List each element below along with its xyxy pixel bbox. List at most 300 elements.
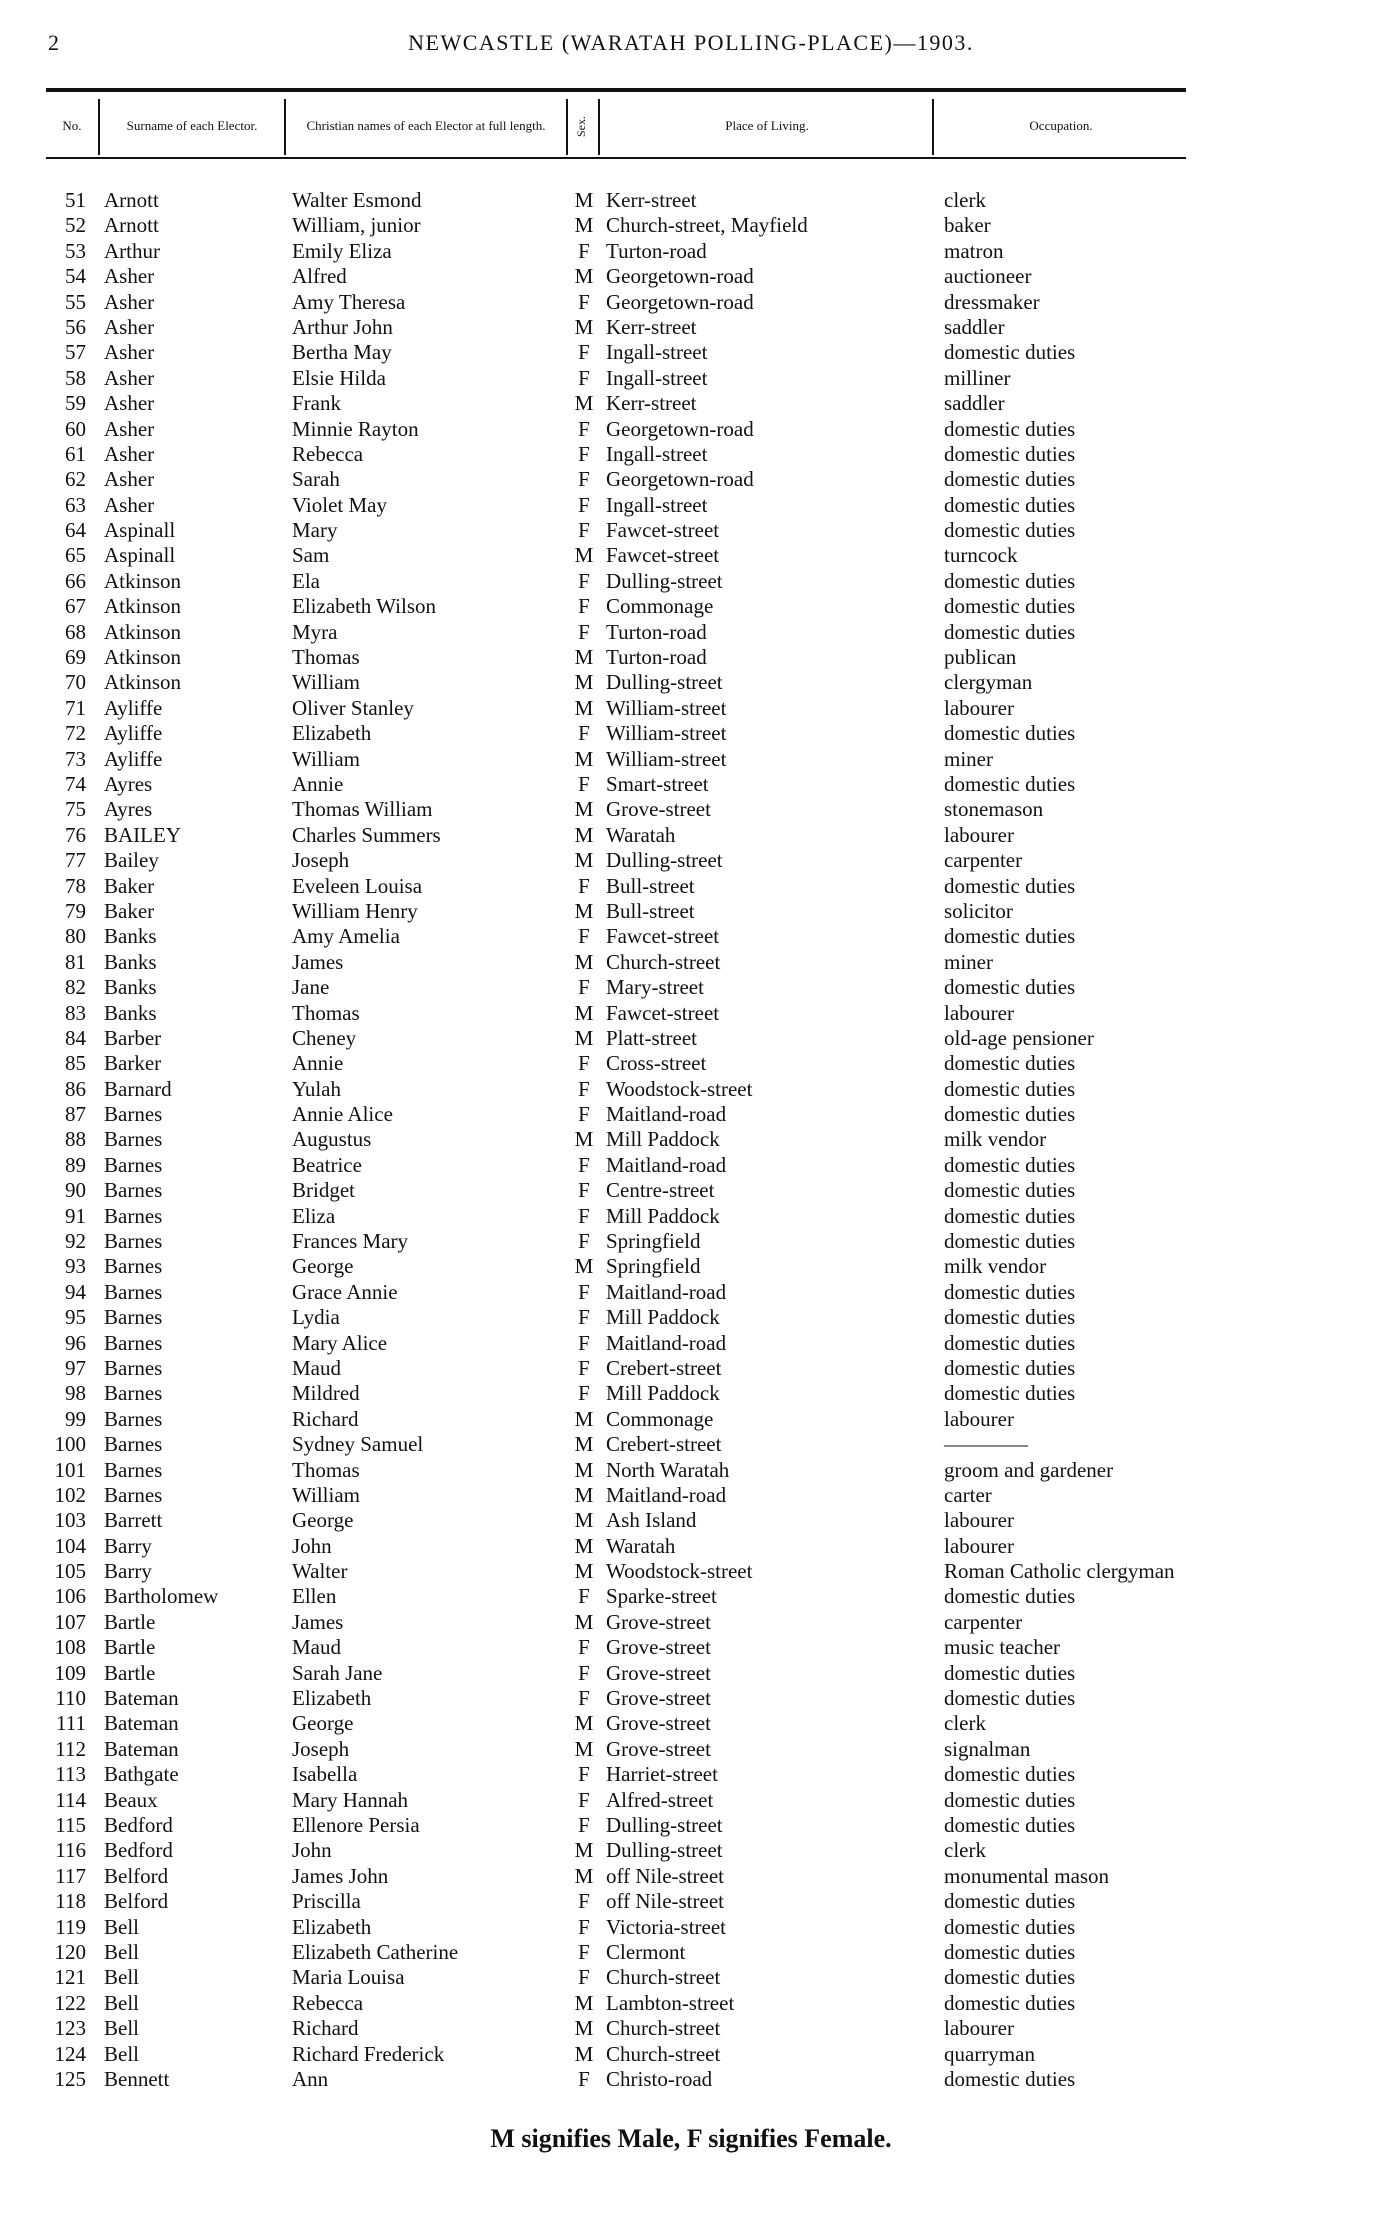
elector-sex: F	[578, 1279, 590, 1304]
header-divider	[98, 99, 100, 155]
elector-number: 97	[65, 1355, 86, 1380]
elector-occupation: groom and gardener	[944, 1457, 1114, 1482]
elector-surname: Asher	[104, 365, 155, 390]
elector-occupation: clergyman	[944, 670, 1033, 695]
elector-surname: Asher	[104, 264, 155, 289]
table-row	[0, 1508, 1382, 1533]
elector-occupation: quarryman	[944, 2041, 1035, 2066]
elector-christian-names: Bridget	[292, 1178, 355, 1203]
elector-christian-names: Annie	[292, 771, 344, 796]
elector-sex: M	[574, 1025, 594, 1050]
elector-place-of-living: Woodstock-street	[606, 1559, 753, 1584]
elector-christian-names: Ellen	[292, 1584, 337, 1609]
elector-sex: M	[574, 188, 594, 212]
elector-place-of-living: Grove-street	[606, 1635, 711, 1660]
elector-number: 78	[65, 873, 86, 898]
elector-place-of-living: William-street	[606, 695, 727, 720]
elector-place-of-living: Grove-street	[606, 1660, 711, 1685]
elector-surname: Barnes	[104, 1279, 163, 1304]
elector-christian-names: Augustus	[292, 1127, 372, 1152]
elector-surname: Ayres	[104, 797, 153, 822]
elector-sex: F	[578, 1686, 590, 1711]
elector-surname: Bennett	[104, 2066, 170, 2091]
elector-occupation: domestic duties	[944, 721, 1076, 746]
elector-christian-names: Amy Theresa	[292, 289, 406, 314]
elector-occupation: clerk	[944, 1838, 986, 1863]
header-sex	[566, 95, 596, 157]
elector-number: 115	[55, 1813, 86, 1837]
elector-number: 93	[65, 1254, 86, 1279]
elector-sex: F	[578, 975, 590, 1000]
elector-surname: Arnott	[104, 213, 159, 238]
elector-sex: F	[578, 416, 590, 441]
elector-sex: M	[574, 1838, 594, 1863]
elector-christian-names: William, junior	[292, 213, 421, 238]
table-row	[0, 772, 1382, 797]
elector-sex: M	[574, 822, 594, 847]
elector-surname: Barker	[104, 1051, 162, 1076]
elector-sex: F	[578, 238, 590, 263]
elector-sex: F	[578, 873, 590, 898]
elector-number: 57	[65, 340, 86, 365]
elector-sex: M	[574, 264, 594, 289]
elector-christian-names: Violet May	[292, 492, 387, 517]
elector-number: 70	[65, 670, 86, 695]
table-row	[0, 1864, 1382, 1889]
header-rule-bottom	[46, 157, 1186, 159]
elector-christian-names: Arthur John	[292, 314, 393, 339]
elector-place-of-living: Fawcet-street	[606, 924, 720, 949]
elector-occupation: domestic duties	[944, 924, 1076, 949]
elector-number: 109	[54, 1660, 86, 1685]
elector-sex: M	[574, 1482, 594, 1507]
elector-number: 63	[65, 492, 86, 517]
header-divider	[932, 99, 934, 155]
elector-surname: Ayliffe	[104, 746, 163, 771]
table-row	[0, 2042, 1382, 2067]
table-row	[0, 1788, 1382, 1813]
elector-occupation: baker	[944, 213, 991, 238]
elector-number: 118	[55, 1889, 86, 1914]
elector-sex: M	[574, 1863, 594, 1888]
elector-place-of-living: Bull-street	[606, 873, 695, 898]
elector-surname: Barnes	[104, 1457, 163, 1482]
elector-number: 55	[65, 289, 86, 314]
table-row	[0, 366, 1382, 391]
elector-surname: Barnes	[104, 1305, 163, 1330]
elector-place-of-living: Alfred-street	[606, 1787, 714, 1812]
elector-occupation: domestic duties	[944, 1990, 1076, 2015]
elector-sex: F	[578, 1660, 590, 1685]
elector-sex: F	[578, 1305, 590, 1330]
table-row	[0, 1940, 1382, 1965]
elector-sex: F	[578, 771, 590, 796]
elector-surname: Barry	[104, 1533, 152, 1558]
header-divider	[284, 99, 286, 155]
elector-surname: Barnes	[104, 1203, 163, 1228]
elector-occupation: Roman Catholic clergyman	[944, 1559, 1175, 1584]
elector-sex: M	[574, 1559, 594, 1584]
elector-christian-names: John	[292, 1533, 332, 1558]
elector-number: 80	[65, 924, 86, 949]
elector-christian-names: John	[292, 1838, 332, 1863]
elector-occupation: music teacher	[944, 1635, 1061, 1660]
table-row	[0, 1838, 1382, 1863]
elector-christian-names: James	[292, 1609, 344, 1634]
elector-occupation: dressmaker	[944, 289, 1040, 314]
elector-place-of-living: Church-street	[606, 949, 721, 974]
elector-place-of-living: Georgetown-road	[606, 289, 754, 314]
table-row	[0, 1762, 1382, 1787]
elector-sex: M	[574, 848, 594, 873]
elector-occupation: carpenter	[944, 1609, 1023, 1634]
elector-number: 60	[65, 416, 86, 441]
elector-sex: M	[574, 2041, 594, 2066]
elector-place-of-living: Crebert-street	[606, 1432, 722, 1457]
elector-sex: M	[574, 1432, 594, 1457]
table-row	[0, 950, 1382, 975]
elector-surname: BAILEY	[104, 822, 181, 847]
elector-occupation: turncock	[944, 543, 1018, 568]
elector-surname: Bell	[104, 2041, 139, 2066]
elector-place-of-living: Mill Paddock	[606, 1381, 720, 1406]
table-row	[0, 1331, 1382, 1356]
elector-occupation: domestic duties	[944, 1381, 1076, 1406]
elector-christian-names: Joseph	[292, 1736, 350, 1761]
elector-place-of-living: Fawcet-street	[606, 518, 720, 543]
elector-surname: Bell	[104, 1914, 139, 1939]
table-row	[0, 1458, 1382, 1483]
elector-surname: Bartle	[104, 1660, 156, 1685]
elector-surname: Asher	[104, 467, 155, 492]
table-row	[0, 1432, 1382, 1457]
elector-place-of-living: Grove-street	[606, 1609, 711, 1634]
elector-number: 87	[65, 1102, 86, 1127]
elector-occupation: domestic duties	[944, 1762, 1076, 1787]
elector-occupation: domestic duties	[944, 1330, 1076, 1355]
elector-sex: F	[578, 1051, 590, 1076]
elector-number: 85	[65, 1051, 86, 1076]
elector-occupation: solicitor	[944, 898, 1013, 923]
elector-christian-names: Bertha May	[292, 340, 392, 365]
elector-occupation: clerk	[944, 1711, 986, 1736]
elector-surname: Barnard	[104, 1076, 172, 1101]
elector-sex: M	[574, 1990, 594, 2015]
elector-sex: M	[574, 746, 594, 771]
elector-surname: Baker	[104, 873, 155, 898]
table-row	[0, 315, 1382, 340]
elector-occupation: carter	[944, 1482, 992, 1507]
elector-sex: F	[578, 441, 590, 466]
elector-number: 51	[65, 188, 86, 212]
elector-christian-names: Mary Alice	[292, 1330, 388, 1355]
elector-surname: Bartle	[104, 1635, 156, 1660]
elector-sex: F	[578, 1965, 590, 1990]
elector-christian-names: Elizabeth Catherine	[292, 1939, 459, 1964]
elector-occupation: milk vendor	[944, 1127, 1047, 1152]
elector-place-of-living: Kerr-street	[606, 188, 697, 212]
elector-sex: M	[574, 1000, 594, 1025]
elector-number: 113	[55, 1762, 86, 1787]
elector-sex: F	[578, 1939, 590, 1964]
table-row	[0, 1305, 1382, 1330]
elector-christian-names: Thomas	[292, 1457, 360, 1482]
table-row	[0, 290, 1382, 315]
elector-sex: M	[574, 391, 594, 416]
elector-sex: M	[574, 949, 594, 974]
elector-place-of-living: Smart-street	[606, 771, 709, 796]
page-title: NEWCASTLE (WARATAH POLLING-PLACE)—1903.	[408, 30, 974, 55]
elector-number: 125	[54, 2066, 86, 2091]
table-row	[0, 823, 1382, 848]
elector-occupation: domestic duties	[944, 1914, 1076, 1939]
elector-surname: Asher	[104, 391, 155, 416]
elector-surname: Atkinson	[104, 568, 182, 593]
elector-christian-names: Ann	[292, 2066, 329, 2091]
elector-place-of-living: Mill Paddock	[606, 1305, 720, 1330]
elector-surname: Bathgate	[104, 1762, 179, 1787]
elector-place-of-living: Mill Paddock	[606, 1127, 720, 1152]
elector-christian-names: Mary Hannah	[292, 1787, 409, 1812]
table-row	[0, 493, 1382, 518]
elector-christian-names: Richard	[292, 2016, 359, 2041]
elector-place-of-living: Maitland-road	[606, 1279, 727, 1304]
table-row	[0, 1483, 1382, 1508]
elector-surname: Barnes	[104, 1406, 163, 1431]
elector-christian-names: Frank	[292, 391, 341, 416]
elector-number: 59	[65, 391, 86, 416]
elector-christian-names: James	[292, 949, 344, 974]
elector-sex: M	[574, 898, 594, 923]
elector-occupation: domestic duties	[944, 1355, 1076, 1380]
table-row	[0, 442, 1382, 467]
elector-place-of-living: Bull-street	[606, 898, 695, 923]
header-place: Place of Living.	[725, 118, 809, 133]
table-row	[0, 1381, 1382, 1406]
elector-place-of-living: Turton-road	[606, 645, 707, 670]
table-row	[0, 1635, 1382, 1660]
elector-sex: F	[578, 1152, 590, 1177]
elector-number: 114	[55, 1787, 86, 1812]
elector-number: 71	[65, 695, 86, 720]
elector-number: 96	[65, 1330, 86, 1355]
elector-number: 94	[65, 1279, 86, 1304]
elector-place-of-living: Victoria-street	[606, 1914, 727, 1939]
elector-number: 124	[54, 2041, 86, 2066]
table-row	[0, 1077, 1382, 1102]
table-row	[0, 543, 1382, 568]
elector-number: 75	[65, 797, 86, 822]
page-number: 2	[48, 30, 59, 55]
table-row	[0, 417, 1382, 442]
table-row	[0, 1127, 1382, 1152]
elector-occupation: miner	[944, 746, 993, 771]
table-row	[0, 1889, 1382, 1914]
elector-place-of-living: Platt-street	[606, 1025, 697, 1050]
elector-number: 68	[65, 619, 86, 644]
elector-number: 53	[65, 238, 86, 263]
elector-place-of-living: Church-street	[606, 1965, 721, 1990]
table-row	[0, 1153, 1382, 1178]
elector-number: 110	[55, 1686, 86, 1711]
elector-place-of-living: Cross-street	[606, 1051, 707, 1076]
elector-sex: F	[578, 568, 590, 593]
elector-surname: Banks	[104, 975, 157, 1000]
elector-place-of-living: off Nile-street	[606, 1863, 724, 1888]
elector-number: 121	[54, 1965, 86, 1990]
elector-occupation: domestic duties	[944, 1203, 1076, 1228]
elector-occupation: domestic duties	[944, 1686, 1076, 1711]
elector-sex: M	[574, 314, 594, 339]
elector-christian-names: Joseph	[292, 848, 350, 873]
elector-place-of-living: Sparke-street	[606, 1584, 717, 1609]
elector-christian-names: Charles Summers	[292, 822, 441, 847]
elector-occupation: domestic duties	[944, 518, 1076, 543]
table-row	[0, 1254, 1382, 1279]
elector-surname: Barnes	[104, 1102, 163, 1127]
elector-christian-names: Maud	[292, 1355, 341, 1380]
elector-number: 65	[65, 543, 86, 568]
elector-sex: F	[578, 1813, 590, 1837]
elector-occupation: saddler	[944, 314, 1005, 339]
elector-sex: F	[578, 1102, 590, 1127]
elector-sex: F	[578, 1584, 590, 1609]
header-surname: Surname of each Elector.	[126, 118, 258, 133]
elector-christian-names: Elizabeth	[292, 721, 372, 746]
elector-occupation: domestic duties	[944, 1965, 1076, 1990]
elector-occupation: old-age pensioner	[944, 1025, 1094, 1050]
elector-number: 76	[65, 822, 86, 847]
elector-surname: Atkinson	[104, 619, 182, 644]
elector-number: 111	[56, 1711, 86, 1736]
table-row	[0, 1584, 1382, 1609]
table-row	[0, 594, 1382, 619]
elector-christian-names: Alfred	[292, 264, 347, 289]
elector-place-of-living: Ingall-street	[606, 340, 708, 365]
elector-sex: M	[574, 1254, 594, 1279]
table-row	[0, 1661, 1382, 1686]
elector-number: 117	[55, 1863, 86, 1888]
table-row	[0, 797, 1382, 822]
table-row	[0, 1991, 1382, 2016]
elector-surname: Bedford	[104, 1813, 173, 1837]
elector-christian-names: Beatrice	[292, 1152, 362, 1177]
elector-number: 81	[65, 949, 86, 974]
table-row	[0, 1001, 1382, 1026]
elector-occupation: domestic duties	[944, 492, 1076, 517]
table-row	[0, 1965, 1382, 1990]
elector-christian-names: Eveleen Louisa	[292, 873, 423, 898]
elector-surname: Aspinall	[104, 543, 176, 568]
elector-surname: Bell	[104, 2016, 139, 2041]
elector-christian-names: George	[292, 1254, 354, 1279]
elector-christian-names: Jane	[292, 975, 330, 1000]
elector-sex: M	[574, 1609, 594, 1634]
elector-surname: Bateman	[104, 1711, 179, 1736]
table-row	[0, 1407, 1382, 1432]
elector-place-of-living: Dulling-street	[606, 1813, 723, 1837]
elector-christian-names: Eliza	[292, 1203, 336, 1228]
elector-surname: Atkinson	[104, 594, 182, 619]
elector-christian-names: Annie Alice	[292, 1102, 393, 1127]
elector-christian-names: Maria Louisa	[292, 1965, 405, 1990]
elector-surname: Aspinall	[104, 518, 176, 543]
elector-number: 77	[65, 848, 86, 873]
elector-sex: F	[578, 1203, 590, 1228]
elector-sex: M	[574, 1406, 594, 1431]
elector-sex: F	[578, 1229, 590, 1254]
elector-occupation: signalman	[944, 1736, 1031, 1761]
elector-sex: F	[578, 1787, 590, 1812]
elector-number: 106	[54, 1584, 86, 1609]
elector-sex: F	[578, 1889, 590, 1914]
table-row	[0, 1356, 1382, 1381]
elector-surname: Barnes	[104, 1178, 163, 1203]
elector-occupation: domestic duties	[944, 416, 1076, 441]
elector-number: 69	[65, 645, 86, 670]
elector-place-of-living: North Waratah	[606, 1457, 730, 1482]
header-rule-top	[46, 88, 1186, 92]
elector-number: 103	[54, 1508, 86, 1533]
table-row	[0, 1915, 1382, 1940]
elector-place-of-living: Church-street	[606, 2016, 721, 2041]
elector-place-of-living: Springfield	[606, 1229, 701, 1254]
elector-number: 92	[65, 1229, 86, 1254]
elector-surname: Barnes	[104, 1330, 163, 1355]
elector-place-of-living: Georgetown-road	[606, 264, 754, 289]
elector-occupation: monumental mason	[944, 1863, 1110, 1888]
table-row	[0, 1102, 1382, 1127]
elector-surname: Barber	[104, 1025, 162, 1050]
table-row	[0, 1178, 1382, 1203]
elector-place-of-living: Harriet-street	[606, 1762, 718, 1787]
elector-surname: Ayliffe	[104, 721, 163, 746]
elector-number: 73	[65, 746, 86, 771]
elector-surname: Arthur	[104, 238, 160, 263]
elector-sex: F	[578, 2066, 590, 2091]
elector-occupation: domestic duties	[944, 1178, 1076, 1203]
elector-surname: Asher	[104, 289, 155, 314]
elector-christian-names: William	[292, 746, 360, 771]
elector-surname: Barnes	[104, 1432, 163, 1457]
table-row	[0, 924, 1382, 949]
elector-occupation: domestic duties	[944, 467, 1076, 492]
elector-place-of-living: Ingall-street	[606, 365, 708, 390]
table-row	[0, 1559, 1382, 1584]
elector-sex: M	[574, 1533, 594, 1558]
table-row	[0, 975, 1382, 1000]
elector-surname: Asher	[104, 340, 155, 365]
elector-christian-names: Priscilla	[292, 1889, 361, 1914]
elector-christian-names: Grace Annie	[292, 1279, 398, 1304]
elector-occupation: clerk	[944, 188, 986, 212]
elector-sex: F	[578, 1762, 590, 1787]
elector-number: 98	[65, 1381, 86, 1406]
elector-sex: F	[578, 340, 590, 365]
elector-surname: Banks	[104, 924, 157, 949]
elector-sex: M	[574, 695, 594, 720]
elector-surname: Atkinson	[104, 670, 182, 695]
elector-christian-names: William	[292, 1482, 360, 1507]
elector-place-of-living: Waratah	[606, 1533, 676, 1558]
elector-occupation: domestic duties	[944, 1076, 1076, 1101]
elector-sex: M	[574, 797, 594, 822]
elector-surname: Arnott	[104, 188, 159, 212]
elector-number: 116	[55, 1838, 86, 1863]
elector-surname: Baker	[104, 898, 155, 923]
elector-occupation: carpenter	[944, 848, 1023, 873]
elector-christian-names: William	[292, 670, 360, 695]
